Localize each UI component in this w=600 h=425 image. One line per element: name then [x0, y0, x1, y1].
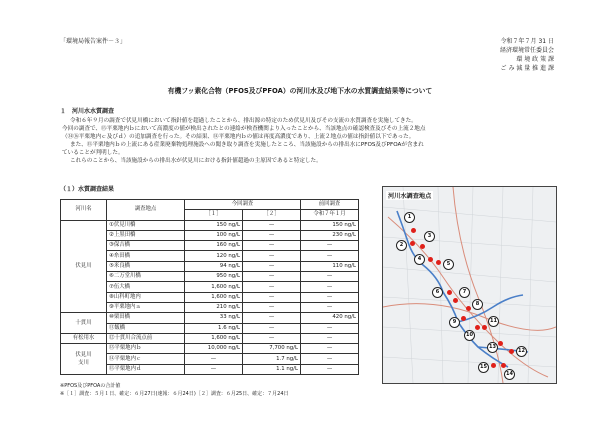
section1-line-1: 令和６年９月の調査で伏見川橋において指針値を超過したことから、排出源の特定のため伏見川及びその支流の水質調査を実施してきた。 [70, 118, 417, 124]
table-row [61, 313, 359, 323]
value-1: 1,600 ng/L [185, 282, 243, 292]
section1-line-3: （⑭⑯平栗地内ｃ及びｄ）の追加調査を行った。その結果、⑭平栗地内ｂの値は再度高濃度であり、上流２地点の値は指針値以下であった。 [62, 134, 415, 140]
value-1: 94 ng/L [185, 261, 243, 271]
map-point-13: 13 [487, 342, 498, 353]
map-dot [491, 363, 496, 368]
value-1: 1.6 ng/L [185, 323, 243, 333]
map-dot [411, 228, 416, 233]
report-date: 令和７年７月 31 日 [500, 38, 554, 45]
section1-line-5: ていることが判明した。 [62, 150, 124, 156]
section1-line-2: 今回の調査で、⑮平栗地内ｂにおいて高濃度の値が検出されたとの連絡が検査機関より入ったことから、当該地点の確認検査及びその上流２地点 [62, 126, 426, 132]
table-row [61, 333, 359, 343]
value-2: — [243, 323, 301, 333]
value-1: — [185, 354, 243, 364]
map-point-5: 5 [443, 259, 454, 270]
value-2: — [243, 292, 301, 302]
map-point-4: 4 [414, 254, 425, 265]
value-prev: 420 ng/L [301, 313, 359, 323]
river-shisen [61, 344, 107, 375]
table-heading: （１）水質調査結果 [60, 186, 115, 193]
map-point-14: 14 [504, 369, 515, 380]
point-name: ⑭平栗地内ｃ [107, 354, 185, 364]
river-jukkan: 十貫川 [61, 313, 107, 334]
point-name: ②上黒田橋 [107, 230, 185, 240]
value-1: 33 ng/L [185, 313, 243, 323]
sub-header-1: ［１］ [185, 210, 243, 220]
map-point-2: 2 [396, 240, 407, 251]
point-name: ⑦伍大橋 [107, 282, 185, 292]
point-name: ⑫十貫川合流点前 [107, 333, 185, 343]
sub-header-prev: 令和７年１月 [301, 210, 359, 220]
point-name: ⑮平栗地内ｄ [107, 364, 185, 374]
value-prev: — [301, 282, 359, 292]
document-title: 有機フッ素化合物（PFOS及びPFOA）の河川水及び地下水の水質調査結果等について [167, 87, 433, 95]
value-prev: 150 ng/L [301, 220, 359, 230]
value-2: 1.7 ng/L [243, 354, 301, 364]
point-name: ⑥二万堂川橋 [107, 272, 185, 282]
point-name: ③保吉橋 [107, 241, 185, 251]
value-1: 100 ng/L [185, 230, 243, 240]
value-prev: — [301, 272, 359, 282]
value-2: — [243, 251, 301, 261]
river-shisen-line2: 支川 [78, 360, 89, 367]
dept-env-policy: 環 境 政 策 課 [516, 56, 554, 63]
map-dot [482, 325, 487, 330]
water-quality-table [60, 199, 359, 375]
value-prev: — [301, 302, 359, 312]
dept-committee: 経済環境常任委員会 [499, 47, 554, 54]
value-prev: — [301, 354, 359, 364]
value-1: 160 ng/L [185, 241, 243, 251]
value-2: — [243, 230, 301, 240]
table-header-row [61, 200, 359, 210]
value-prev: — [301, 333, 359, 343]
value-prev: — [301, 344, 359, 354]
map-dot [475, 325, 480, 330]
map-point-10: 10 [464, 330, 475, 341]
value-2: — [243, 220, 301, 230]
river-fushimi: 伏見川 [61, 220, 107, 313]
point-name: ⑬平栗地内ｂ [107, 344, 185, 354]
value-prev: — [301, 241, 359, 251]
map-dot [501, 363, 506, 368]
map-point-9: 9 [449, 317, 460, 328]
value-2: — [243, 272, 301, 282]
dept-waste: ご み 減 量 推 進 課 [500, 65, 554, 72]
value-prev: — [301, 323, 359, 333]
map-point-8: 8 [472, 299, 483, 310]
value-prev: — [301, 251, 359, 261]
map-point-7: 7 [459, 287, 470, 298]
map-point-3: 3 [424, 231, 435, 242]
value-1: 10,000 ng/L [185, 344, 243, 354]
value-2: 1.1 ng/L [243, 364, 301, 374]
table-note-1: ※PFOS及びPFOAの合計値 [60, 383, 121, 389]
value-prev: 110 ng/L [301, 261, 359, 271]
point-name: ⑩栗田橋 [107, 313, 185, 323]
map-dot [453, 298, 458, 303]
col-current-header: 今回調査 [185, 200, 301, 210]
point-name: ⑤米良橋 [107, 261, 185, 271]
section1-line-4: また、⑮平栗地内ｂの上流にある産業廃棄物処理施設への聞き取り調査を実施したところ、当該施設からの排出水にPFOS及びPFOAが含まれ [70, 142, 424, 148]
map-point-11: 11 [488, 316, 499, 327]
table-note-2: ※［１］調査：５月１日、確定：６月27日(速報：６月24日)［２］調査：６月25日、確定：７月24日 [60, 391, 289, 397]
value-prev: — [301, 292, 359, 302]
col-point-header: 調査地点 [107, 200, 185, 221]
value-2: — [243, 302, 301, 312]
point-name: ⑧山科町地内 [107, 292, 185, 302]
map-dot [420, 244, 425, 249]
map-point-1: 1 [404, 212, 415, 223]
map-dot [436, 260, 441, 265]
map-dot [466, 306, 471, 311]
value-1: 1,600 ng/L [185, 333, 243, 343]
point-name: ⑨平栗地内ａ [107, 302, 185, 312]
map-dot [509, 349, 514, 354]
value-2: — [243, 241, 301, 251]
map-dot [461, 316, 466, 321]
map-dot [447, 290, 452, 295]
river-shisen-line1: 伏見川 [75, 352, 92, 359]
sub-header-2: ［２］ [243, 210, 301, 220]
value-1: — [185, 364, 243, 374]
value-1: 210 ng/L [185, 302, 243, 312]
value-2: — [243, 261, 301, 271]
map-point-6: 6 [432, 287, 443, 298]
value-2: 7,700 ng/L [243, 344, 301, 354]
col-previous-header: 前回調査 [301, 200, 359, 210]
table-row [61, 220, 359, 230]
value-1: 120 ng/L [185, 251, 243, 261]
value-1: 1,600 ng/L [185, 292, 243, 302]
map-title: 河川水調査地点 [388, 193, 432, 200]
section1-line-6: これらのことから、当該施設からの排出水が伏見川における指針値超過の主原因であると特定した。 [70, 158, 322, 164]
table-row [61, 344, 359, 354]
value-2: — [243, 313, 301, 323]
map-dot [410, 241, 415, 246]
map-point-15: 15 [478, 362, 489, 373]
value-prev: — [301, 364, 359, 374]
map-dot [498, 341, 503, 346]
value-2: — [243, 333, 301, 343]
case-label: 「環境局報告案件－３」 [60, 38, 127, 45]
river-arimatsu: 有松用水 [61, 333, 107, 343]
map-dot [428, 257, 433, 262]
point-name: ④糸田橋 [107, 251, 185, 261]
value-prev: 230 ng/L [301, 230, 359, 240]
section1-heading: １ 河川水水質調査 [60, 108, 115, 115]
point-name: ①伏見川橋 [107, 220, 185, 230]
col-river-header: 河川名 [61, 200, 107, 221]
value-1: 950 ng/L [185, 272, 243, 282]
value-2: — [243, 282, 301, 292]
value-1: 150 ng/L [185, 220, 243, 230]
point-name: ⑪飯橋 [107, 323, 185, 333]
map-point-12: 12 [516, 346, 527, 357]
